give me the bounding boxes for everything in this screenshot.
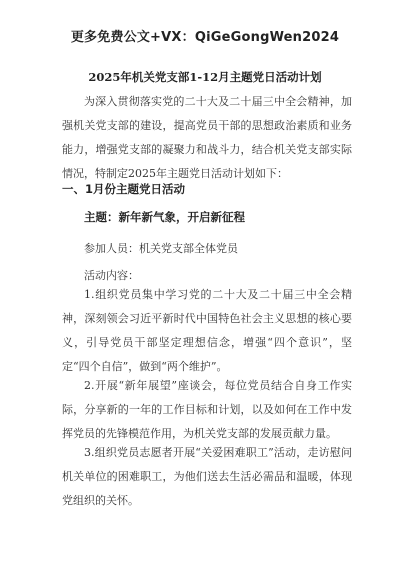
intro-paragraph: 为深入贯彻落实党的二十大及二十届三中全会精神，加强机关党支部的建设，提高党员干部的思想政治素质和业务能力，增强党支部的凝聚力和战斗力，结合机关党支部实际情况，特制定2025年主题党日活动计划如下： [62, 95, 352, 180]
document-title: 2025年机关党支部1-12月主题党日活动计划 [88, 70, 322, 84]
activity-item: 1.组织党员集中学习党的二十大及二十届三中全会精神，深刻领会习近平新时代中国特色社会主义思想的核心要义，引导党员干部坚定理想信念，增强“四个意识”，坚定“四个自信”，做到“两个维护”。 [62, 288, 352, 373]
section-heading: 一、1月份主题党日活动 [62, 182, 186, 196]
content-label: 活动内容： [84, 269, 139, 282]
activity-item: 3.组织党员志愿者开展“关爱困难职工”活动，走访慰问机关单位的困难职工，为他们送去生活必需品和温暖，体现党组织的关怀。 [62, 446, 352, 507]
watermark-header: 更多免费公文+VX：QiGeGongWen2024 [70, 30, 340, 45]
activity-item: 2.开展“新年展望”座谈会，每位党员结合自身工作实际，分享新的一年的工作目标和计划，以及如何在工作中发挥党员的先锋模范作用，为机关党支部的发展贡献力量。 [62, 379, 352, 440]
participants-line: 参加人员：机关党支部全体党员 [84, 242, 238, 255]
activity-theme: 主题：新年新气象，开启新征程 [84, 210, 245, 224]
